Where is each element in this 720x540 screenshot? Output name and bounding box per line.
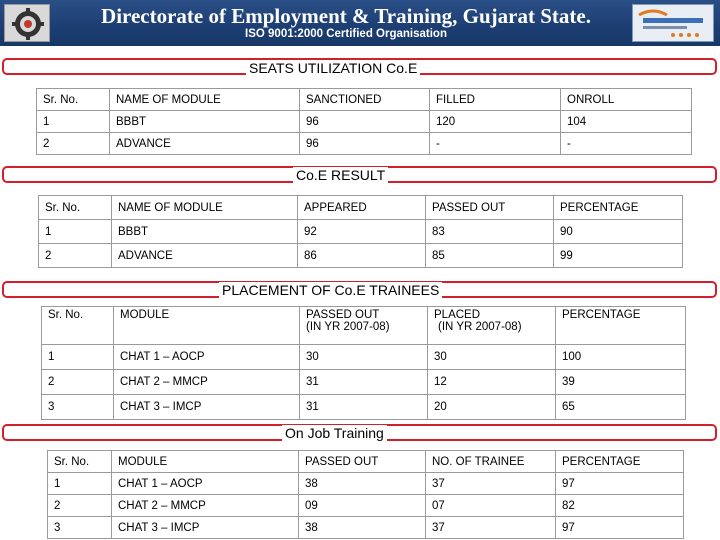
- table-row: [37, 111, 692, 133]
- header-cell: PERCENTAGE: [556, 307, 686, 345]
- table-row: [39, 244, 683, 268]
- header-cell: Sr. No.: [48, 451, 112, 473]
- table-cell: 90: [554, 220, 683, 244]
- table-cell: 1: [42, 345, 114, 370]
- gear-logo-icon: [4, 4, 50, 42]
- header-line: (IN YR 2007-08): [438, 321, 522, 333]
- header-cell: PERCENTAGE: [554, 196, 683, 220]
- table-cell: 1: [48, 473, 112, 495]
- header-cell: PERCENTAGE: [556, 451, 684, 473]
- header-cell: NAME OF MODULE: [112, 196, 298, 220]
- table-header-row: [48, 451, 684, 473]
- header-cell: PASSED OUT: [426, 196, 554, 220]
- table-cell: 38: [299, 517, 426, 539]
- header-cell: [428, 307, 556, 345]
- table-cell: 96: [300, 111, 430, 133]
- table-row: [42, 345, 686, 370]
- header-line: PLACED: [434, 309, 481, 321]
- header-cell: NO. OF TRAINEE: [426, 451, 556, 473]
- table-cell: -: [430, 133, 561, 155]
- table-cell: 09: [299, 495, 426, 517]
- header-line: PASSED OUT: [306, 309, 380, 321]
- header-cell: [300, 307, 428, 345]
- header-cell: Sr. No.: [39, 196, 112, 220]
- header-line: (IN YR 2007-08): [306, 321, 390, 333]
- table-cell: 3: [42, 395, 114, 420]
- table-cell: ADVANCE: [112, 244, 298, 268]
- seats-utilization-table: [36, 88, 692, 155]
- table-cell: 30: [300, 345, 428, 370]
- table-header-row: [42, 307, 686, 345]
- table-cell: 97: [556, 473, 684, 495]
- coe-result-table: [38, 195, 683, 268]
- table-cell: 2: [39, 244, 112, 268]
- table-cell: 31: [300, 370, 428, 395]
- table-cell: 86: [298, 244, 426, 268]
- table-cell: 38: [299, 473, 426, 495]
- table-cell: CHAT 2 – MMCP: [112, 495, 299, 517]
- header-cell: Sr. No.: [37, 89, 110, 111]
- table-cell: 31: [300, 395, 428, 420]
- section-title-result: Co.E RESULT: [293, 167, 388, 183]
- table-cell: 96: [300, 133, 430, 155]
- table-cell: 1: [39, 220, 112, 244]
- table-cell: 20: [428, 395, 556, 420]
- table-cell: 82: [556, 495, 684, 517]
- vibrant-gujarat-logo: [632, 4, 714, 42]
- header-cell: PASSED OUT: [299, 451, 426, 473]
- table-cell: 104: [561, 111, 692, 133]
- header-cell: APPEARED: [298, 196, 426, 220]
- section-title-placement: PLACEMENT OF Co.E TRAINEES: [219, 282, 442, 298]
- table-cell: 12: [428, 370, 556, 395]
- table-cell: 97: [556, 517, 684, 539]
- header-banner: [0, 0, 720, 46]
- page-subtitle: ISO 9001:2000 Certified Organisation: [245, 28, 447, 40]
- table-cell: BBBT: [110, 111, 300, 133]
- placement-table: [41, 306, 686, 420]
- table-cell: -: [561, 133, 692, 155]
- section-title-ojt: On Job Training: [282, 425, 387, 441]
- table-cell: 120: [430, 111, 561, 133]
- table-cell: 65: [556, 395, 686, 420]
- table-cell: CHAT 1 – AOCP: [114, 345, 300, 370]
- table-row: [48, 473, 684, 495]
- table-cell: 83: [426, 220, 554, 244]
- table-header-row: [37, 89, 692, 111]
- table-cell: CHAT 3 – IMCP: [114, 395, 300, 420]
- table-cell: 85: [426, 244, 554, 268]
- table-row: [37, 133, 692, 155]
- header-cell: NAME OF MODULE: [110, 89, 300, 111]
- header-cell: MODULE: [112, 451, 299, 473]
- table-cell: 30: [428, 345, 556, 370]
- table-header-row: [39, 196, 683, 220]
- table-cell: 2: [48, 495, 112, 517]
- table-cell: ADVANCE: [110, 133, 300, 155]
- header-cell: SANCTIONED: [300, 89, 430, 111]
- section-title-seats: SEATS UTILIZATION Co.E: [246, 60, 420, 76]
- table-cell: 39: [556, 370, 686, 395]
- table-cell: 3: [48, 517, 112, 539]
- table-cell: 99: [554, 244, 683, 268]
- table-cell: 37: [426, 473, 556, 495]
- header-cell: Sr. No.: [42, 307, 114, 345]
- on-job-training-table: [47, 450, 684, 539]
- table-cell: CHAT 2 – MMCP: [114, 370, 300, 395]
- header-cell: FILLED: [430, 89, 561, 111]
- table-cell: BBBT: [112, 220, 298, 244]
- table-row: [48, 495, 684, 517]
- table-cell: 2: [42, 370, 114, 395]
- table-row: [39, 220, 683, 244]
- header-cell: MODULE: [114, 307, 300, 345]
- table-row: [48, 517, 684, 539]
- page-title: Directorate of Employment & Training, Gujarat State.: [101, 4, 591, 28]
- table-cell: CHAT 3 – IMCP: [112, 517, 299, 539]
- table-cell: 37: [426, 517, 556, 539]
- table-cell: 07: [426, 495, 556, 517]
- table-row: [42, 395, 686, 420]
- table-cell: 92: [298, 220, 426, 244]
- table-row: [42, 370, 686, 395]
- table-cell: CHAT 1 – AOCP: [112, 473, 299, 495]
- table-cell: 2: [37, 133, 110, 155]
- table-cell: 1: [37, 111, 110, 133]
- table-cell: 100: [556, 345, 686, 370]
- header-cell: ONROLL: [561, 89, 692, 111]
